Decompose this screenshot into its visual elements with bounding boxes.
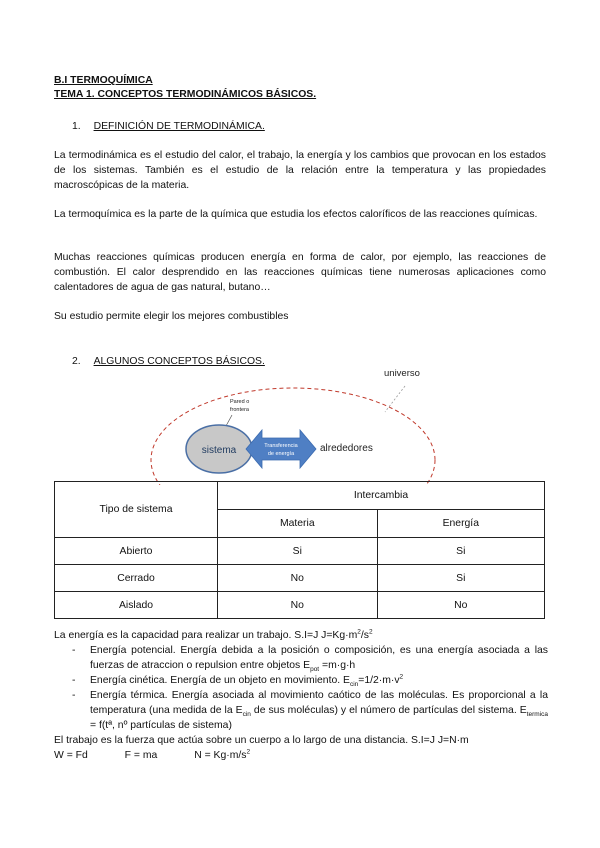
row-type: Abierto bbox=[55, 538, 218, 565]
system-diagram bbox=[0, 360, 600, 485]
header-tipo-sistema: Tipo de sistema bbox=[55, 482, 218, 538]
row-energy: No bbox=[377, 592, 544, 619]
energy-transfer-arrow bbox=[246, 430, 316, 468]
energy-types-list bbox=[54, 643, 548, 733]
row-type: Aislado bbox=[55, 592, 218, 619]
header-materia: Materia bbox=[218, 510, 378, 538]
paragraph-termodinamica: La termodinámica es el estudio del calor, el trabajo, la energía y los cambios que provocan en los estados de los sistemas. También es el estudio de la relación entre la temperatura y las propiedades macroscópicas de la materia. bbox=[54, 150, 546, 191]
transfer-label-1: Transferencia bbox=[264, 443, 298, 449]
energy-potential-head: Energía potencial. bbox=[90, 645, 176, 656]
list-item: - Energía térmica. Energía asociada al movimiento caótico de las moléculas. Es proporcional a la temperatura (una medida de la $E_{cin}$ de sus moléculas) y el número de partículas del sistema. $E_{termica}$ = f(tª, nº partículas de sistema) bbox=[72, 690, 548, 731]
work-definition: El trabajo es la fuerza que actúa sobre un cuerpo a lo largo de una distancia. S.I=J J=N·m bbox=[54, 735, 469, 746]
row-matter: Si bbox=[218, 538, 378, 565]
work-formulas bbox=[54, 748, 548, 763]
row-matter: No bbox=[218, 565, 378, 592]
header-intercambia: Intercambia bbox=[218, 482, 545, 510]
row-type: Cerrado bbox=[55, 565, 218, 592]
paragraph-termoquimica: La termoquímica es la parte de la química que estudia los efectos caloríficos de las reacciones químicas. bbox=[54, 209, 538, 220]
energy-intro: La energía es la capacidad para realizar un trabajo. S.I=J $J=Kg\cdot m^2/s^2$ bbox=[54, 628, 373, 641]
section1-title: DEFINICIÓN DE TERMODINÁMICA. bbox=[93, 121, 265, 132]
lesson-title: TEMA 1. CONCEPTOS TERMODINÁMICOS BÁSICOS. bbox=[54, 89, 317, 100]
section2-number: 2. bbox=[72, 356, 81, 367]
wall-label-2: frontera bbox=[230, 407, 249, 413]
course-title: B.I TERMOQUÍMICA bbox=[54, 75, 153, 86]
formula-newton: $N = Kg\cdot m/s^2$ bbox=[194, 748, 251, 761]
transfer-label-2: de energía bbox=[267, 451, 295, 457]
header-energia: Energía bbox=[377, 510, 544, 538]
universe-label: universo bbox=[384, 368, 420, 379]
surroundings-label: alrededores bbox=[320, 443, 373, 454]
table-row bbox=[55, 565, 545, 592]
system-label: sistema bbox=[201, 445, 237, 456]
system-types-table bbox=[54, 481, 545, 619]
wall-label-1: Pared o bbox=[230, 399, 250, 405]
paragraph-reacciones: Muchas reacciones químicas producen energía en forma de calor, por ejemplo, las reacciones de combustión. El calor desprendido en las reacciones químicas tiene numerosas aplicaciones como calentadores de agua de gas natural, butano… bbox=[54, 252, 546, 293]
section1-number: 1. bbox=[72, 121, 81, 132]
table-row bbox=[55, 538, 545, 565]
formula-force: F = ma bbox=[124, 750, 158, 761]
energy-kinetic-head: Energía cinética. bbox=[90, 675, 168, 686]
table-row bbox=[55, 592, 545, 619]
row-energy: Si bbox=[377, 538, 544, 565]
row-matter: No bbox=[218, 592, 378, 619]
energy-thermal-head: Energía térmica. bbox=[90, 690, 168, 701]
list-item: - Energía potencial. Energía debida a la posición o composición, es una energía asociada a las fuerzas de atraccion o repulsion entre objetos $E_{pot} =m\cdot g\cdot h$ bbox=[72, 645, 548, 674]
wall-pointer bbox=[226, 415, 232, 426]
formula-work: W = Fd bbox=[54, 750, 88, 761]
list-item: - Energía cinética. Energía de un objeto en movimiento. $E_{cin}=1/2\cdot m\cdot v^2$ bbox=[72, 673, 404, 689]
row-energy: Si bbox=[377, 565, 544, 592]
energy-section bbox=[54, 628, 548, 763]
paragraph-estudio: Su estudio permite elegir los mejores combustibles bbox=[54, 311, 289, 322]
section1-heading bbox=[72, 119, 265, 134]
section2-title: ALGUNOS CONCEPTOS BÁSICOS. bbox=[93, 356, 265, 367]
universe-pointer bbox=[385, 386, 405, 412]
